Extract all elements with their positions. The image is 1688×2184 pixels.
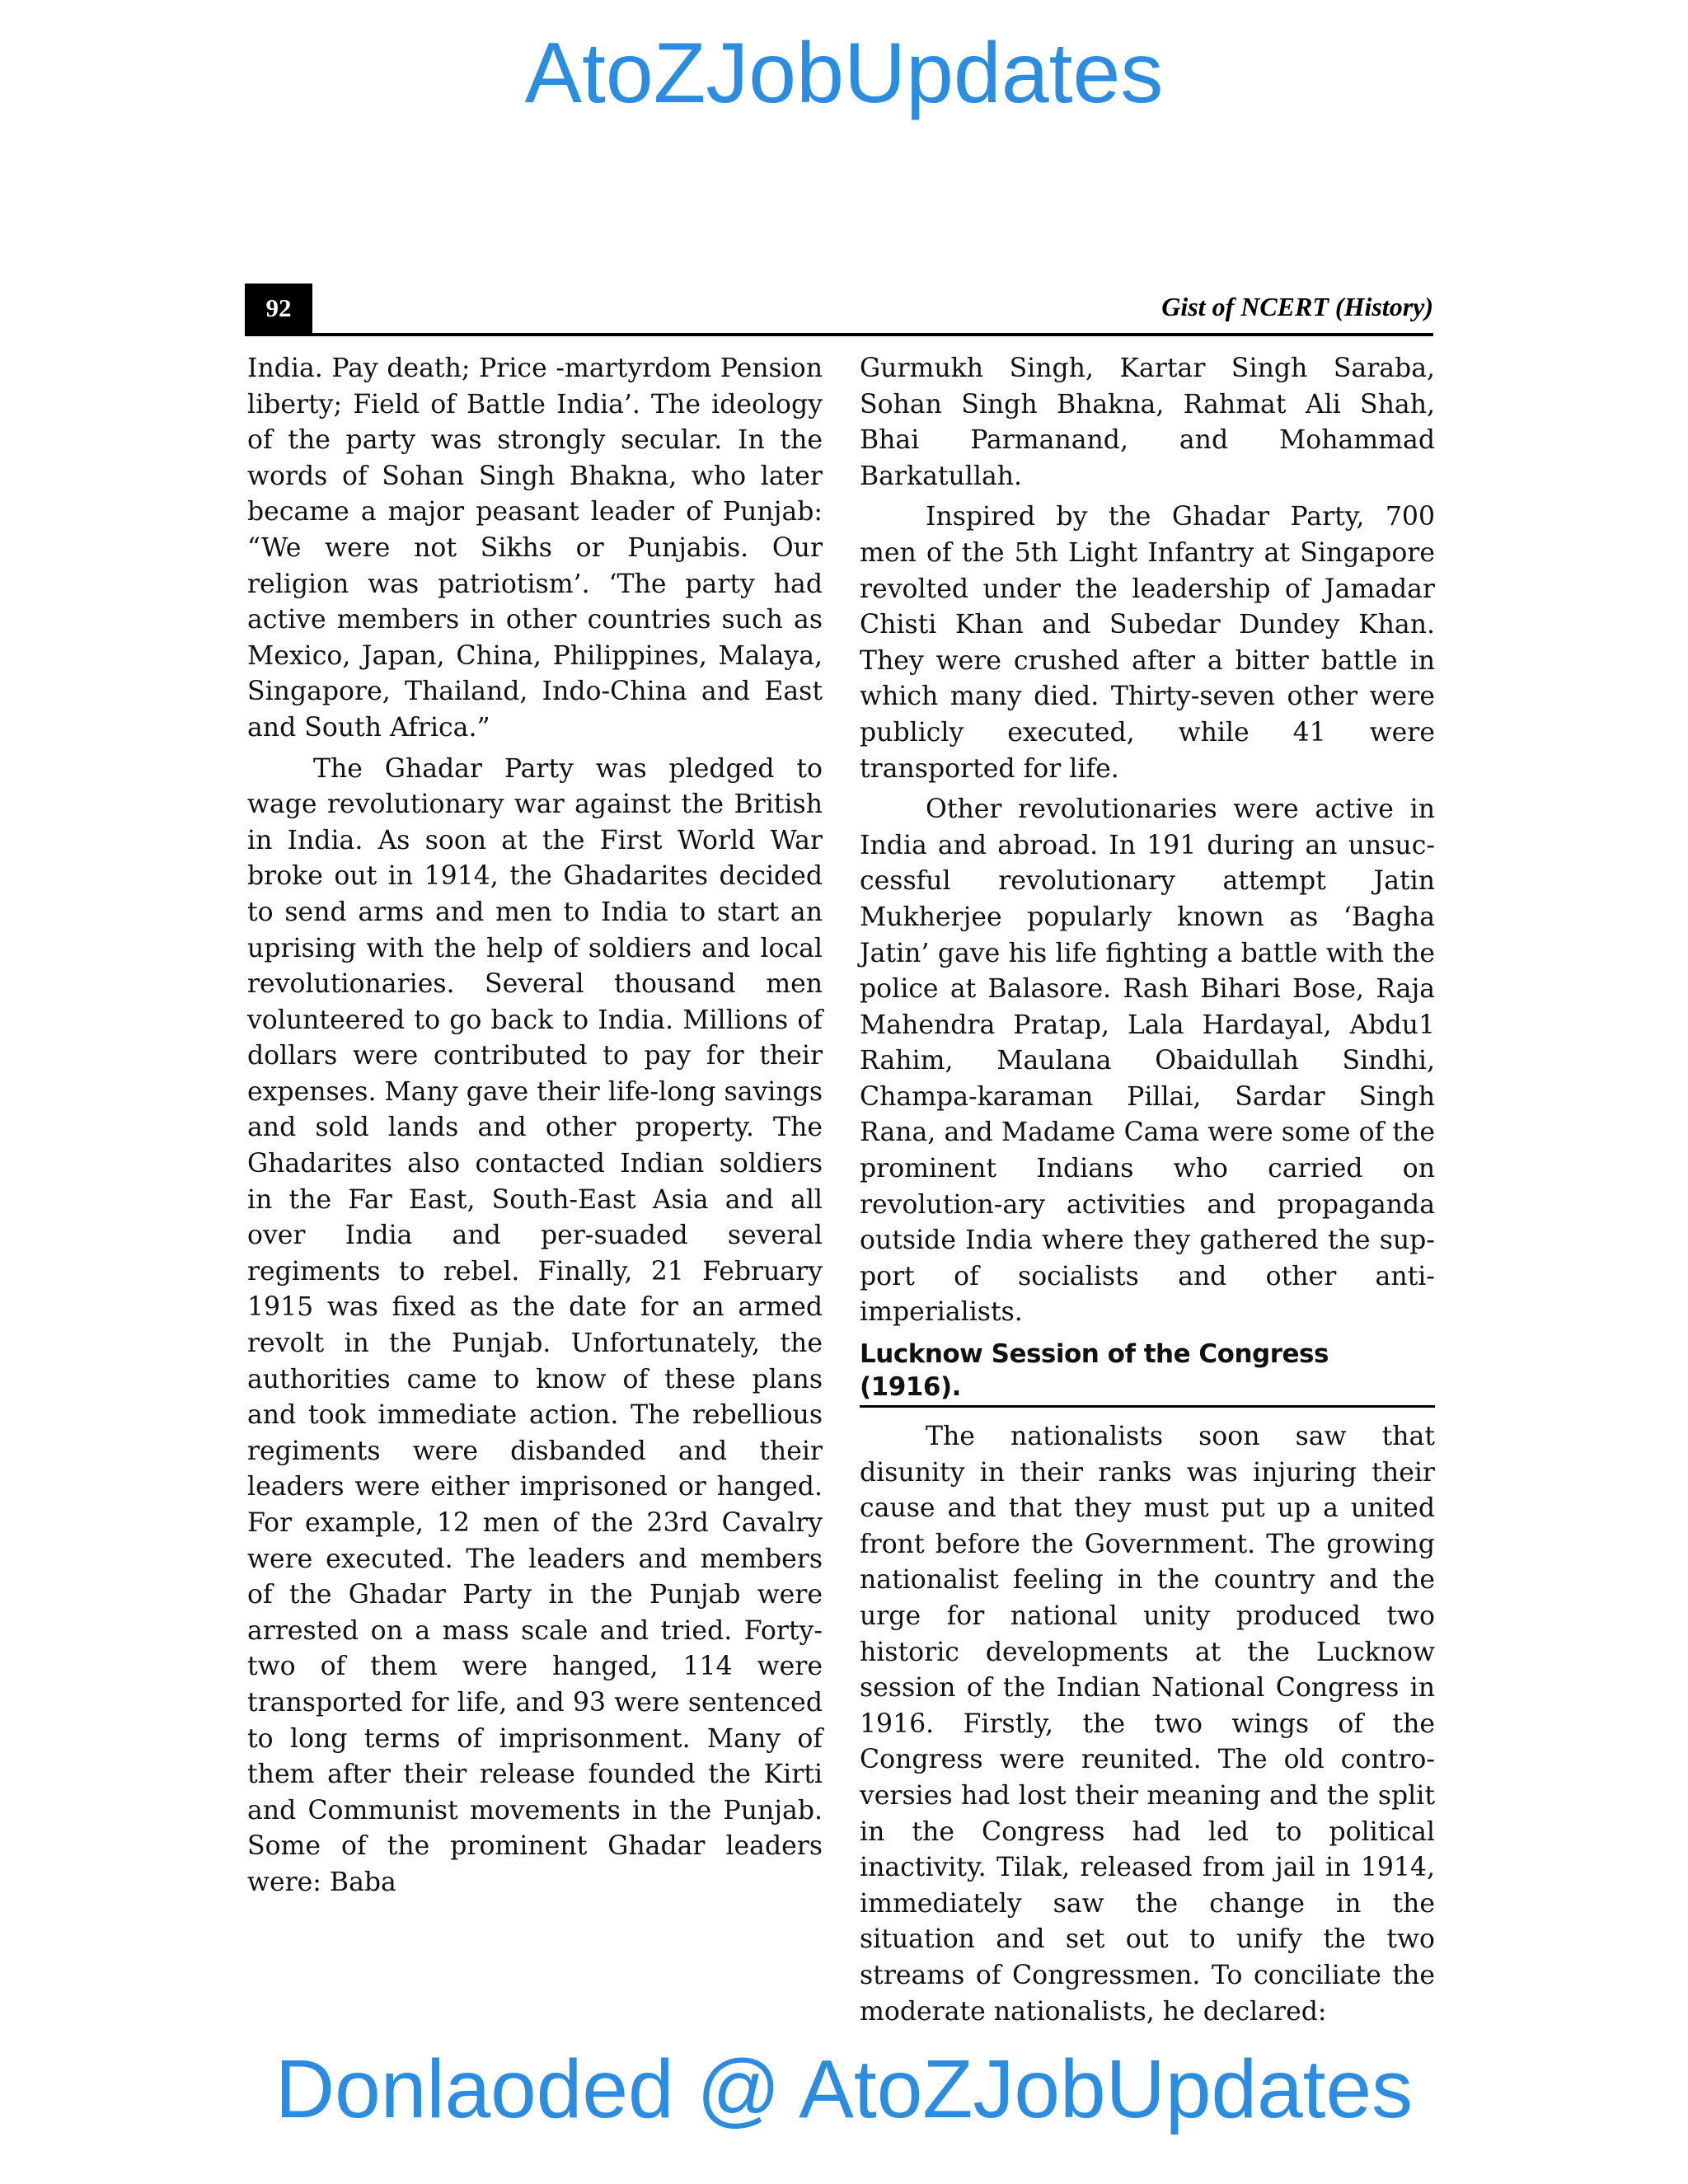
section-heading: Lucknow Session of the Congress (1916). [860,1338,1435,1408]
running-title: Gist of NCERT (History) [1161,292,1433,321]
left-paragraph-2: The Ghadar Party was pledged to wage revolutionary war against the British in India. As soon at the First World War broke out in 1914, the Ghadarites decided to send arms and men to India to start an uprising with the help of soldiers and local revolutionaries. Several thousand men volunteered to go back to India. Millions of dollars were contributed to pay for their expenses. Many gave their life-long savings and sold lands and other property. The Ghadarites also contacted Indian soldiers in the Far East, South-East Asia and all over India and per-suaded several regiments to rebel. Finally, 21 February 1915 was fixed as the date for an armed revolt in the Punjab. Unfortunately, the authorities came to know of these plans and took immediate action. The rebellious regiments were disbanded and their leaders were either imprisoned or hanged. For example, 12 men of the 23rd Cavalry were executed. The leaders and members of the Ghadar Party in the Punjab were arrested on a mass scale and tried. Forty-two of them were hanged, 114 were transported for life, and 93 were sentenced to long terms of imprisonment. Many of them after their release founded the Kirti and Communist movements in the Punjab. Some of the prominent Ghadar leaders were: Baba [247,753,823,1897]
watermark-bottom: Donlaoded @ AtoZJobUpdates [274,2043,1414,2135]
page-number: 92 [245,284,312,333]
page-header [245,284,1433,336]
right-column [860,351,1435,2035]
right-paragraph-2: Inspired by the Ghadar Party, 700 men of the 5th Light Infantry at Singapore revolted under the leadership of Jamadar Chisti Khan and Subedar Dundey Khan. They were crushed after a bitter battle in which many died. Thirty-seven other were publicly executed, while 41 were transported for life. [860,502,1435,784]
right-paragraph-1: Gurmukh Singh, Kartar Singh Saraba, Sohan Singh Bhakna, Rahmat Ali Shah, Bhai Parmanand, and Mohammad Barkatullah. [860,354,1435,491]
left-column [247,351,823,1906]
watermark-top: AtoZJobUpdates [524,26,1164,121]
right-paragraph-4: The nationalists soon saw that disunity in their ranks was injuring their cause and that they must put up a united front before the Government. The growing nationalist feeling in the country and the urge for national unity produced two historic developments at the Lucknow session of the Indian National Congress in 1916. Firstly, the two wings of the Congress were reunited. The old contro-versies had lost their meaning and the split in the Congress had led to political inactivity. Tilak, released from jail in 1914, immediately saw the change in the situation and set out to unify the two streams of Congressmen. To conciliate the moderate nationalists, he declared: [860,1422,1435,2027]
left-paragraph-1: India. Pay death; Price -martyrdom Pension liberty; Field of Battle India’. The ideology of the party was strongly secular. In the words of Sohan Singh Bhakna, who later became a major peasant leader of Punjab: “We were not Sikhs or Punjabis. Our religion was patriotism’. ‘The party had active members in other countries such as Mexico, Japan, China, Philippines, Malaya, Singapore, Thailand, Indo-China and East and South Africa.” [247,354,823,743]
right-paragraph-3: Other revolutionaries were active in India and abroad. In 191 during an unsuc-cessful revolutionary attempt Jatin Mukherjee popularly known as ‘Bagha Jatin’ gave his life fighting a battle with the police at Balasore. Rash Bihari Bose, Raja Mahendra Pratap, Lala Hardayal, Abdu1 Rahim, Maulana Obaidullah Sindhi, Champa-karaman Pillai, Sardar Singh Rana, and Madame Cama were some of the prominent Indians who carried on revolution-ary activities and propaganda outside India where they gathered the sup-port of socialists and other anti-imperialists. [860,794,1435,1328]
